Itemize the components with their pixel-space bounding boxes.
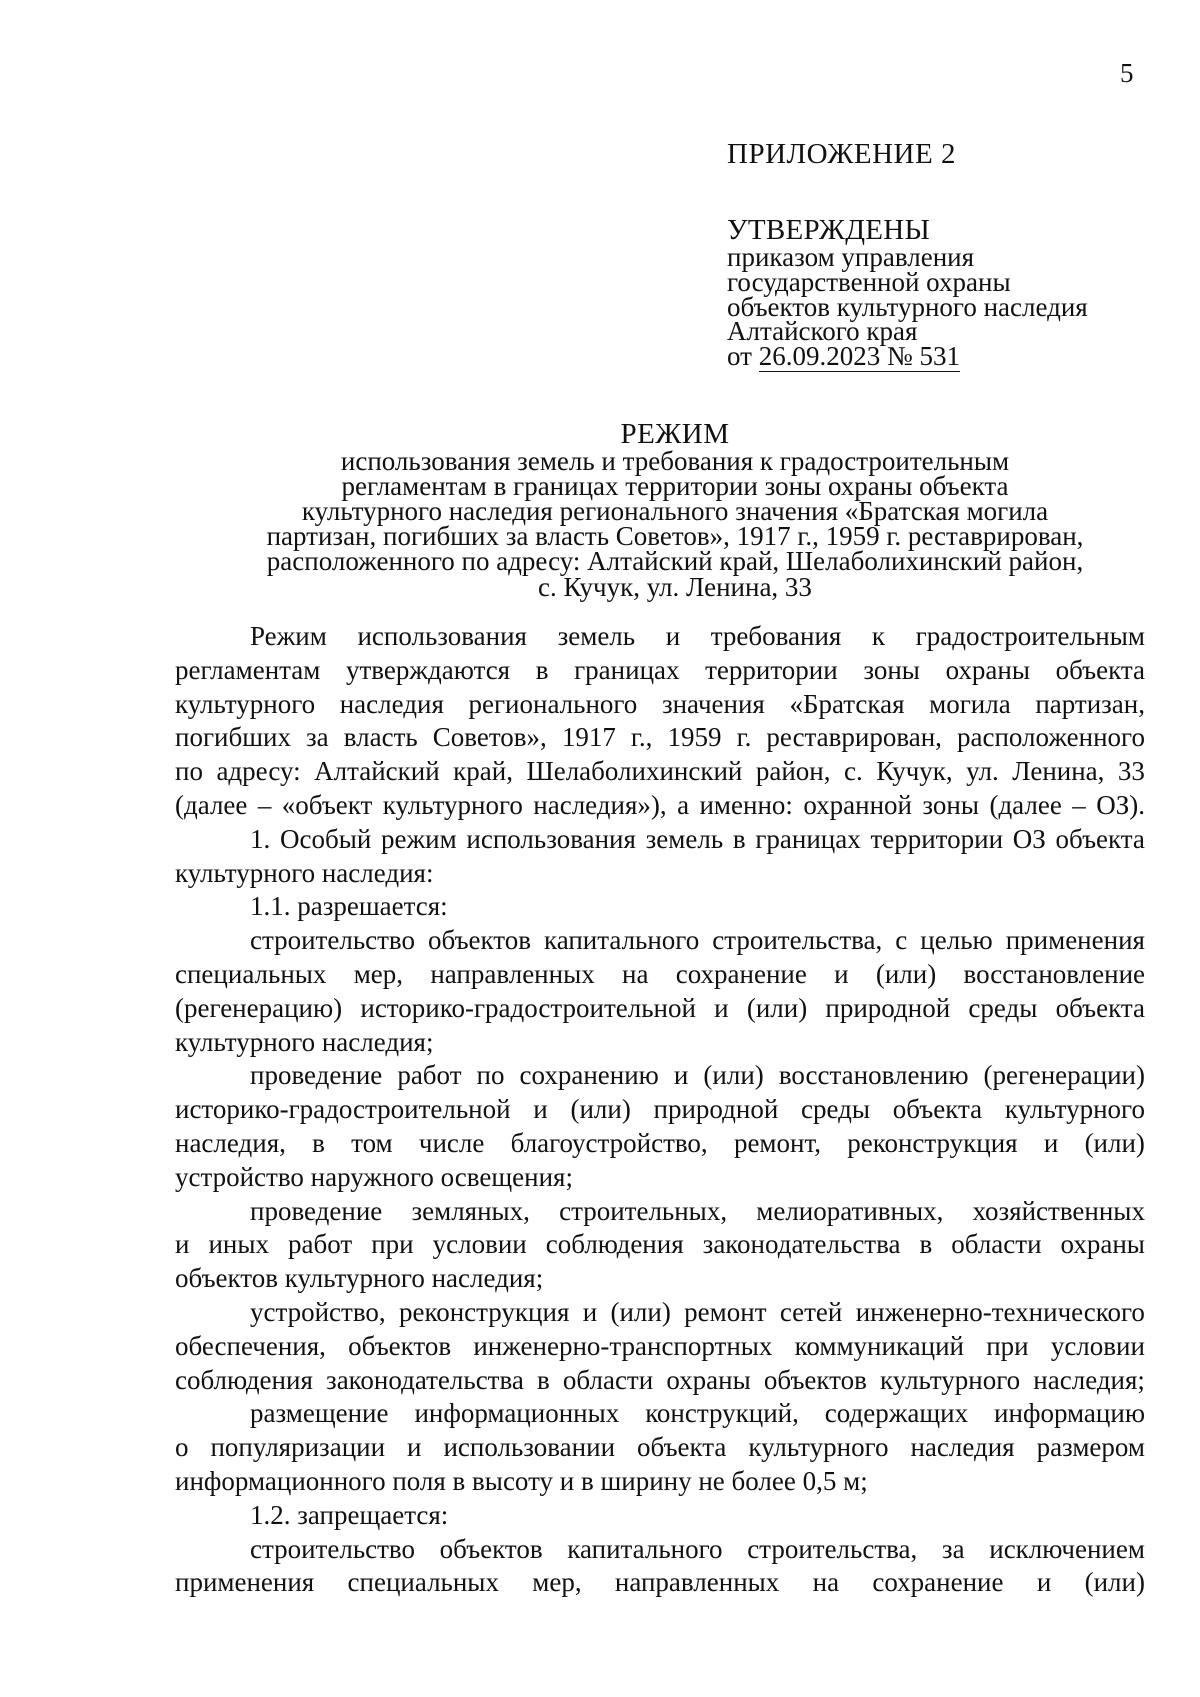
- body-line: устройство наружного освещения;: [175, 1161, 573, 1192]
- body-word: градостроительным: [915, 621, 1145, 651]
- body-word: погибших: [175, 722, 291, 753]
- body-word: Шелаболихинский: [526, 756, 743, 787]
- body-word: наследия,: [175, 1127, 286, 1158]
- body-line: [175, 1296, 1145, 1330]
- body-line: [175, 789, 1145, 823]
- body-word: работ: [397, 1060, 462, 1091]
- body-word: использования: [466, 823, 636, 854]
- body-word: соблюдения: [545, 1229, 684, 1260]
- body-word: размещение: [250, 1398, 389, 1429]
- approval-line: государственной охраны: [727, 266, 1011, 297]
- body-line: [175, 721, 1145, 755]
- body-word: применения: [1005, 925, 1145, 956]
- body-word: реконструкция: [847, 1127, 1018, 1158]
- subtitle-line: партизан, погибших за власть Советов», 1917 г., 1959 г. реставрирован,: [266, 521, 1084, 552]
- body-word: культурного: [175, 688, 316, 719]
- body-line: [175, 823, 1145, 857]
- approval-number: 531: [919, 341, 960, 372]
- subtitle-line: использования земель и требования к градостроительным: [340, 446, 1010, 476]
- body-word: (или): [1084, 1567, 1145, 1598]
- body-word: по: [476, 1060, 505, 1091]
- body-word: среды: [801, 1094, 871, 1125]
- body-word: и: [1036, 1567, 1052, 1598]
- body-word: мер,: [532, 1567, 582, 1598]
- page-number: 5: [1120, 58, 1134, 88]
- body-word: в: [312, 1127, 325, 1158]
- body-word: (или): [746, 992, 808, 1023]
- number-label: №: [880, 341, 919, 372]
- body-word: сохранение: [675, 958, 807, 989]
- body-word: охраны: [1060, 1229, 1145, 1260]
- approval-block: [727, 138, 1167, 372]
- body-word: исключением: [989, 1533, 1145, 1564]
- body-word: в: [537, 1364, 550, 1395]
- body-line: [175, 1059, 1145, 1093]
- body-word: информацию: [994, 1398, 1145, 1429]
- body-line: [175, 1127, 1145, 1161]
- body-word: 1917: [561, 722, 616, 753]
- body-word: (или): [703, 1060, 764, 1091]
- body-word: ремонт,: [733, 1127, 821, 1158]
- body-word: власть: [343, 722, 418, 753]
- body-word: наследия»),: [533, 789, 667, 820]
- body-word: (или): [1084, 1127, 1145, 1158]
- approval-line: приказом управления: [727, 242, 975, 272]
- body-word: инженерно-технического: [855, 1296, 1145, 1327]
- body-line: [175, 688, 1145, 722]
- body-word: –: [257, 789, 272, 820]
- body-line: [175, 992, 1145, 1026]
- body-word: культурного: [748, 1432, 889, 1463]
- body-word: (регенерации): [983, 1060, 1145, 1091]
- body-word: партизан,: [1035, 688, 1145, 719]
- body-word: объектов: [348, 1330, 452, 1361]
- body-word: объекта: [637, 1432, 727, 1463]
- body-word: специальных: [347, 1567, 499, 1598]
- body-word: работ: [288, 1229, 353, 1260]
- body-word: (далее: [175, 789, 248, 820]
- body-word: край,: [453, 756, 513, 787]
- body-word: законодательства: [326, 1364, 524, 1395]
- body-word: культурного: [382, 789, 523, 820]
- appendix-label: ПРИЛОЖЕНИЕ 2: [727, 138, 956, 170]
- body-line: 1.2. запрещается:: [250, 1499, 449, 1530]
- body-word: в: [919, 1229, 933, 1260]
- body-word: значения: [661, 688, 765, 719]
- body-word: территории: [870, 823, 1004, 854]
- body-word: г.: [736, 722, 752, 753]
- body-word: границах: [574, 654, 680, 685]
- approval-date-line: [727, 341, 1167, 372]
- body-word: том: [351, 1127, 393, 1158]
- body-word: культурного: [880, 1364, 1021, 1395]
- body-word: на: [812, 1567, 840, 1598]
- body-word: в: [732, 823, 746, 854]
- body-word: г.,: [630, 722, 653, 753]
- body-line: информационного поля в высоту и в ширину не более 0,5 м;: [175, 1465, 868, 1496]
- body-line: [175, 1364, 1145, 1398]
- body-word: 33: [1117, 756, 1145, 787]
- body-word: и: [533, 1094, 548, 1125]
- body-word: при: [986, 1330, 1029, 1361]
- body-word: числе: [418, 1127, 485, 1158]
- body-word: за: [306, 722, 329, 753]
- body-word: мер,: [353, 958, 404, 989]
- body-line: [175, 620, 1145, 654]
- body-word: использования: [357, 621, 527, 651]
- body-word: за: [941, 1533, 965, 1564]
- body-word: и: [582, 1296, 598, 1327]
- body-word: проведение: [250, 1060, 383, 1091]
- body-word: природной: [653, 1094, 779, 1125]
- body-word: (далее: [989, 789, 1062, 820]
- body-word: области: [562, 1364, 654, 1395]
- body-word: строительство: [250, 1533, 415, 1564]
- body-word: район,: [755, 756, 831, 787]
- body-line: [175, 1330, 1145, 1364]
- body-word: а: [677, 789, 690, 820]
- body-word: инженерно-транспортных: [473, 1330, 773, 1361]
- body-word: (или): [610, 1296, 671, 1327]
- body-line: [175, 755, 1145, 789]
- body-word: природной: [825, 992, 951, 1023]
- body-word: ул.: [966, 756, 999, 787]
- body-line: [175, 1397, 1145, 1431]
- body-word: капитального: [543, 925, 700, 956]
- body-word: размером: [1036, 1432, 1145, 1463]
- body-word: обеспечения,: [175, 1330, 326, 1361]
- body-word: с: [895, 925, 908, 956]
- body-word: направленных: [430, 958, 595, 989]
- body-line: [175, 1431, 1145, 1465]
- document-title: РЕЖИМ: [620, 418, 730, 450]
- body-word: и: [673, 1060, 689, 1091]
- body-word: капитального: [567, 1533, 723, 1564]
- body-word: объектов: [763, 1364, 867, 1395]
- body-line: [175, 654, 1145, 688]
- body-word: реконструкция: [399, 1296, 570, 1327]
- body-word: зоны: [922, 789, 980, 820]
- body-line: [175, 1533, 1145, 1567]
- body-line: культурного наследия;: [175, 1026, 434, 1057]
- body-word: именно:: [699, 789, 793, 820]
- body-word: земляных,: [411, 1195, 530, 1226]
- subtitle-line: с. Кучук, ул. Ленина, 33: [538, 571, 812, 602]
- body-word: использовании: [443, 1432, 616, 1463]
- body-word: конструкций,: [645, 1398, 799, 1429]
- body-line: [175, 1228, 1145, 1262]
- body-word: о: [175, 1432, 189, 1463]
- body-word: в: [535, 654, 549, 685]
- body-word: восстановление: [963, 958, 1145, 989]
- body-word: ОЗ: [1012, 823, 1046, 854]
- body-word: историко-градостроительной: [360, 992, 696, 1023]
- body-word: среды: [968, 992, 1038, 1023]
- body-word: области: [951, 1229, 1042, 1260]
- body-word: и: [1043, 1127, 1059, 1158]
- body-word: территории: [705, 654, 838, 685]
- body-word: сохранению: [519, 1060, 659, 1091]
- subtitle-line: культурного наследия регионального значения «Братская могила: [301, 496, 1049, 527]
- subtitle-line: регламентам в границах территории зоны охраны объекта: [341, 471, 1009, 502]
- body-word: направленных: [614, 1567, 780, 1598]
- body-word: наследия: [339, 688, 444, 719]
- body-word: целью: [920, 925, 993, 956]
- body-word: сохранение: [872, 1567, 1004, 1598]
- body-word: охраны: [666, 1364, 751, 1395]
- body-word: содержащих: [824, 1398, 969, 1429]
- body-word: (или): [570, 1094, 631, 1125]
- body-word: мелиоративных,: [756, 1195, 944, 1226]
- body-word: строительство: [250, 925, 415, 956]
- body-word: благоустройство,: [510, 1127, 708, 1158]
- body-word: специальных: [175, 958, 327, 989]
- approval-line: объектов культурного наследия: [727, 291, 1088, 322]
- body-line: 1.1. разрешается:: [250, 891, 448, 922]
- body-word: законодательства: [702, 1229, 901, 1260]
- body-word: реставрирован,: [766, 722, 942, 753]
- body-line: культурного наследия:: [175, 857, 434, 888]
- body-word: зоны: [863, 654, 920, 685]
- document-title-block: [175, 420, 1175, 600]
- body-word: объекта: [892, 1094, 983, 1125]
- body-line: [175, 958, 1145, 992]
- body-word: при: [371, 1229, 414, 1260]
- subtitle-line: расположенного по адресу: Алтайский край, Шелаболихинский район,: [266, 546, 1084, 577]
- body-word: объектов: [428, 925, 531, 956]
- body-word: границах: [755, 823, 861, 854]
- approval-line: Алтайского края: [727, 316, 918, 347]
- body-word: устройство,: [250, 1296, 386, 1327]
- body-word: строительных,: [559, 1195, 728, 1226]
- body-word: иных: [208, 1229, 270, 1260]
- body-word: строительства,: [712, 925, 883, 956]
- body-word: хозяйственных: [972, 1195, 1145, 1226]
- body-word: расположенного: [957, 722, 1145, 753]
- body-word: объекта: [1055, 654, 1145, 685]
- body-word: Советов»,: [432, 722, 547, 753]
- body-word: земель: [645, 823, 724, 854]
- body-line: [175, 1195, 1145, 1229]
- date-prefix: от: [727, 341, 759, 372]
- body-word: регламентам: [175, 654, 321, 685]
- body-word: регионального: [468, 688, 638, 719]
- body-word: требования: [710, 621, 842, 651]
- body-word: популяризации: [210, 1432, 386, 1463]
- body-word: культурного: [1004, 1094, 1145, 1125]
- body-line: [175, 1566, 1145, 1600]
- body-word: объекта: [1055, 823, 1145, 854]
- body-word: Режим: [250, 621, 327, 651]
- body-word: наследия;: [1033, 1364, 1145, 1395]
- body-word: условии: [1050, 1330, 1145, 1361]
- body-word: утверждаются: [346, 654, 511, 685]
- body-word: и: [407, 1432, 422, 1463]
- body-word: объекта: [1055, 992, 1145, 1023]
- body-word: соблюдения: [175, 1364, 313, 1395]
- body-word: 1.: [250, 823, 271, 854]
- body-word: охраны: [945, 654, 1030, 685]
- body-word: восстановлению: [778, 1060, 969, 1091]
- approved-label: УТВЕРЖДЕНЫ: [727, 214, 931, 246]
- body-line: [175, 1093, 1145, 1127]
- body-line: [175, 924, 1145, 958]
- body-word: и: [665, 621, 681, 651]
- body-word: на: [622, 958, 649, 989]
- body-word: адресу:: [216, 756, 301, 787]
- body-word: информационных: [414, 1398, 620, 1429]
- body-word: строительства,: [747, 1533, 918, 1564]
- body-word: режим: [381, 823, 457, 854]
- body-word: Ленина,: [1012, 756, 1105, 787]
- body-word: Алтайский: [314, 756, 440, 787]
- document-body: [175, 620, 1145, 1600]
- body-word: Особый: [279, 823, 372, 854]
- body-line: объектов культурного наследия;: [175, 1263, 544, 1294]
- body-word: и: [834, 958, 849, 989]
- body-word: сетей: [779, 1296, 843, 1327]
- body-word: «Братская: [789, 688, 905, 719]
- body-word: по: [175, 756, 203, 787]
- body-word: проведение: [250, 1195, 383, 1226]
- body-word: коммуникаций: [794, 1330, 964, 1361]
- body-word: и: [714, 992, 729, 1023]
- body-word: охранной: [803, 789, 912, 820]
- body-word: историко-градостроительной: [175, 1094, 511, 1125]
- body-word: применения: [175, 1567, 315, 1598]
- body-word: ОЗ).: [1096, 789, 1145, 820]
- body-word: –: [1072, 789, 1086, 820]
- body-word: наследия: [910, 1432, 1015, 1463]
- body-word: объектов: [439, 1533, 543, 1564]
- body-word: земель: [557, 621, 636, 651]
- body-word: к: [871, 621, 886, 651]
- body-word: с.: [844, 756, 863, 787]
- body-word: «объект: [281, 789, 373, 820]
- body-word: ремонт: [684, 1296, 767, 1327]
- body-word: могила: [929, 688, 1011, 719]
- body-word: (регенерацию): [175, 992, 343, 1023]
- body-word: Кучук,: [876, 756, 953, 787]
- body-word: и: [175, 1229, 190, 1260]
- approval-date: 26.09.2023: [758, 341, 881, 372]
- body-word: 1959: [667, 722, 722, 753]
- body-word: (или): [875, 958, 937, 989]
- body-word: условии: [432, 1229, 527, 1260]
